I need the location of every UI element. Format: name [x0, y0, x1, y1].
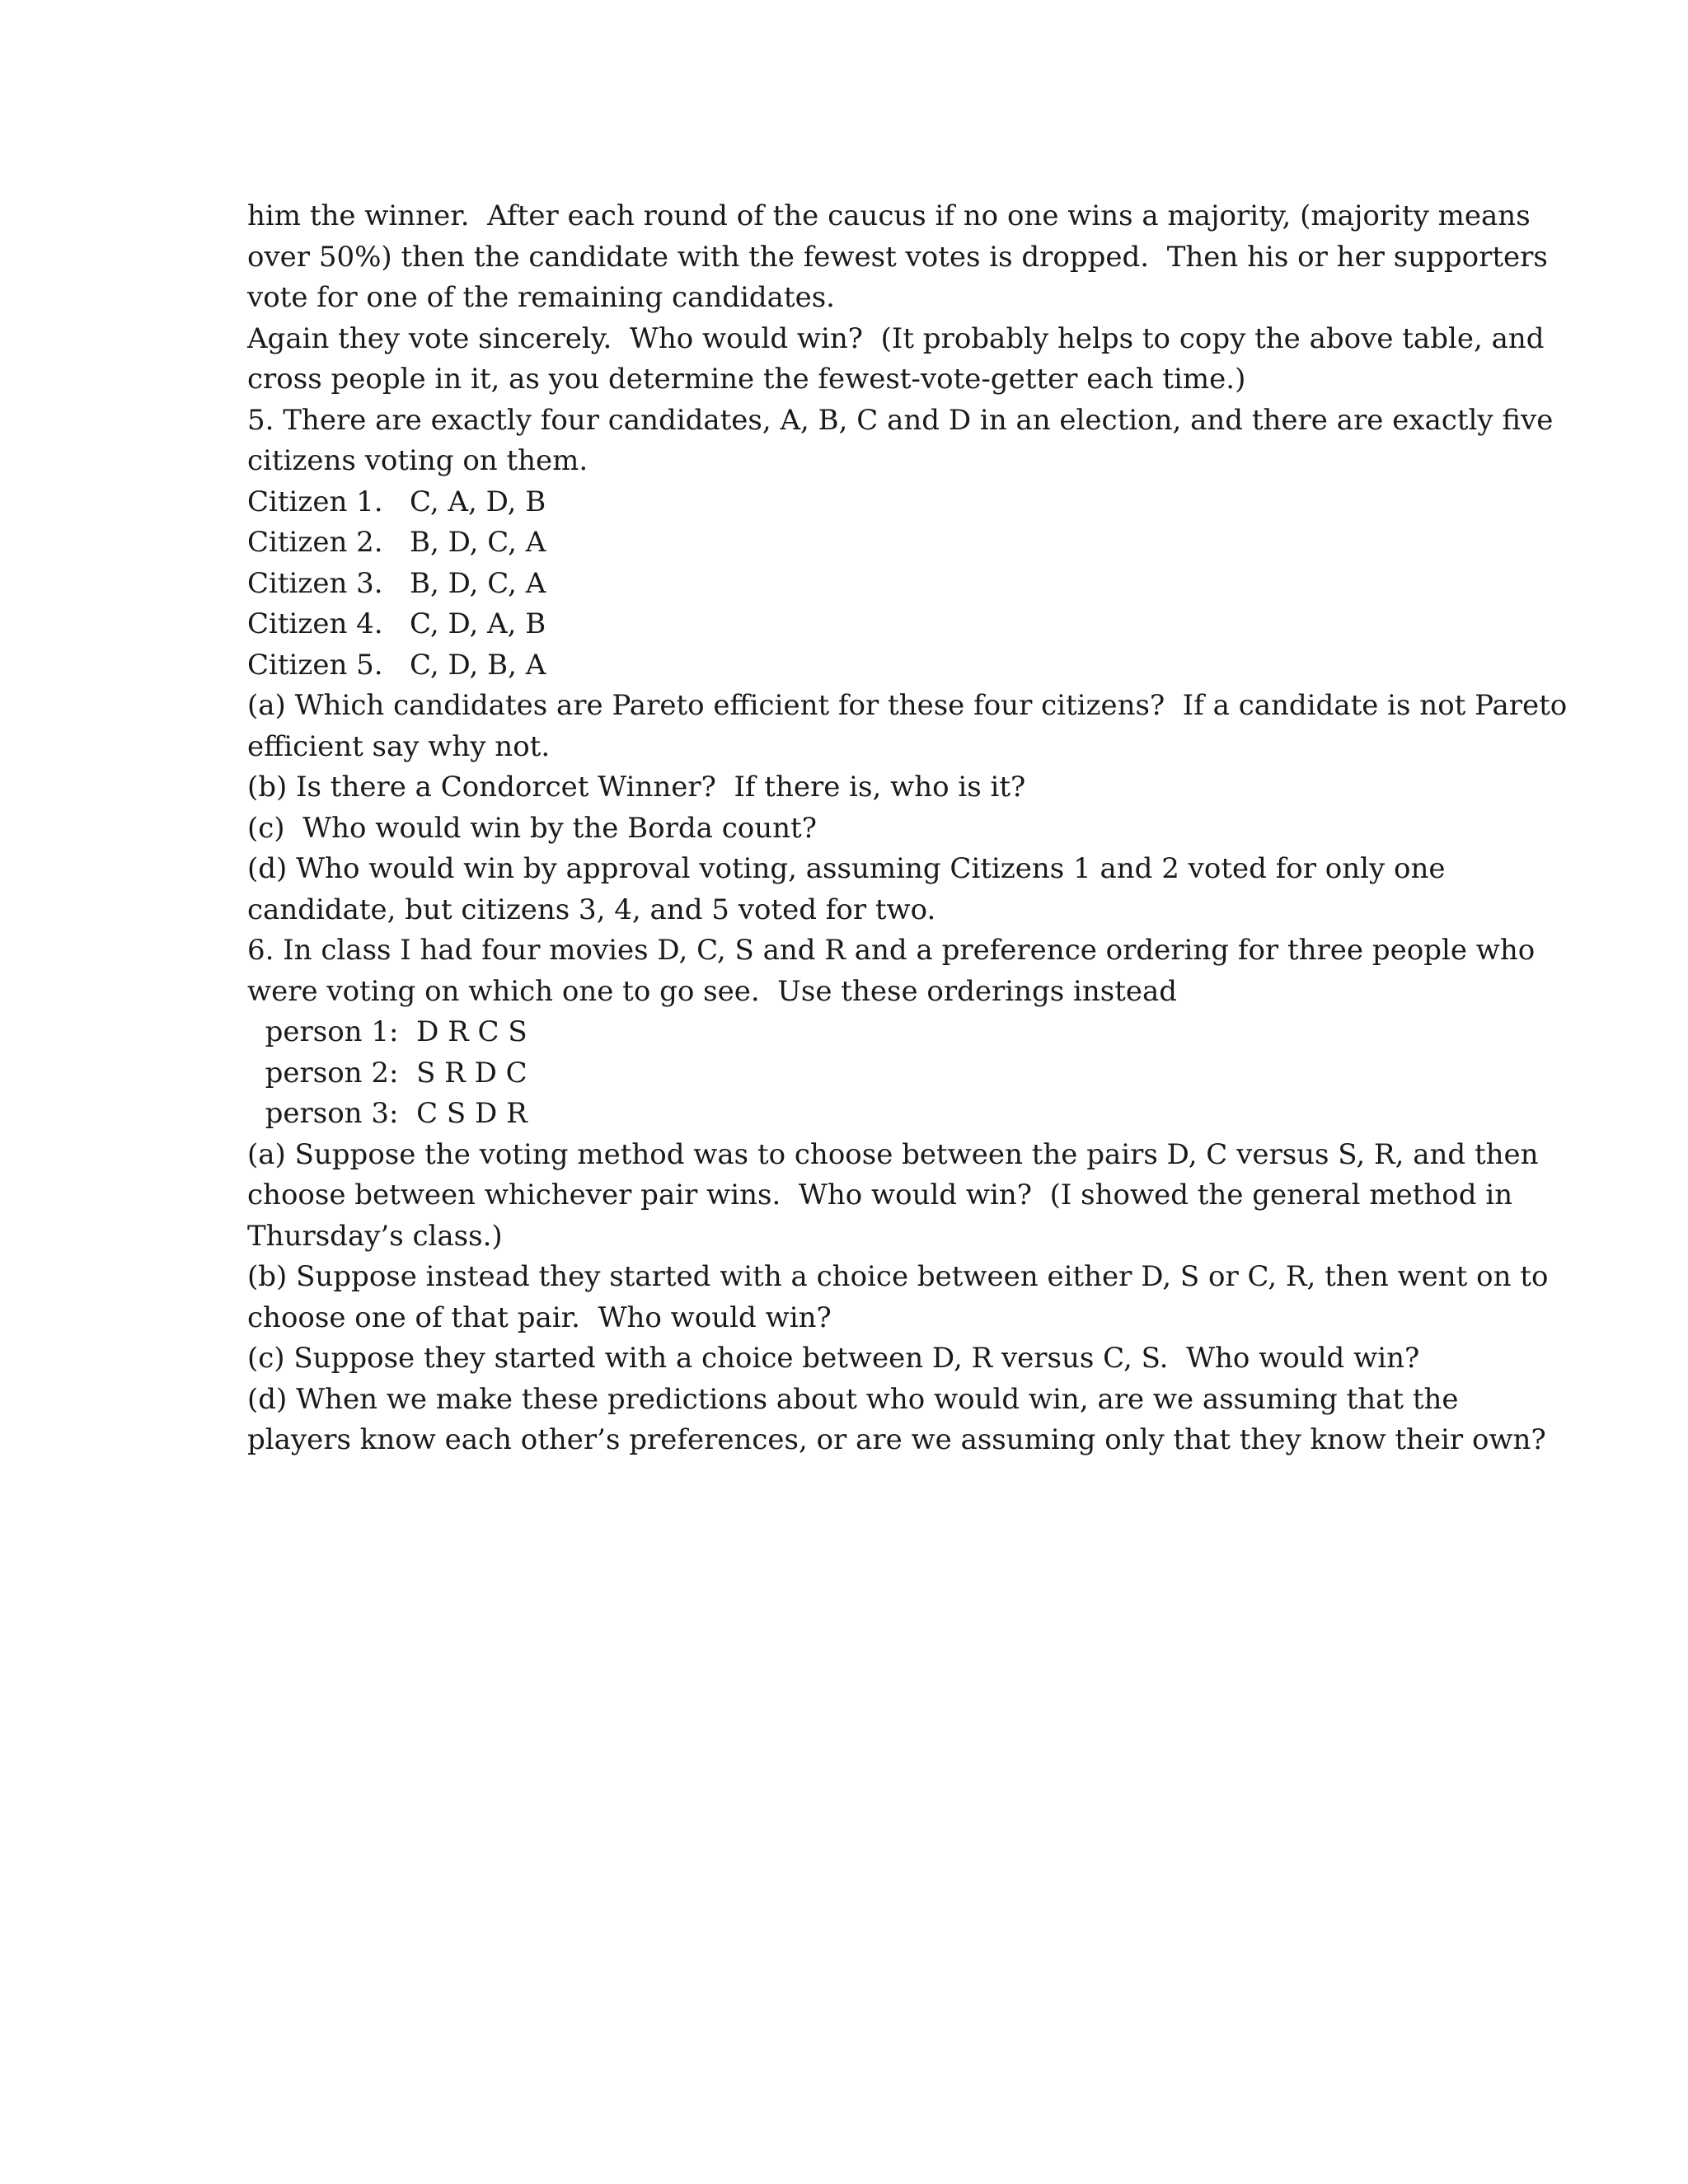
person-1-ordering: person 1: D R C S: [247, 1015, 528, 1048]
question-6a: (a) Suppose the voting method was to choose between the pairs D, C versus S, R, and then: [247, 1137, 1539, 1171]
citizen-5-ranking: Citizen 5. C, D, B, A: [247, 648, 546, 682]
text-line: cross people in it, as you determine the fewest-vote-getter each time.): [247, 363, 1246, 396]
text-line: efficient say why not.: [247, 729, 551, 763]
citizen-1-ranking: Citizen 1. C, A, D, B: [247, 485, 546, 518]
question-6c: (c) Suppose they started with a choice between D, R versus C, S. Who would win?: [247, 1342, 1420, 1375]
citizen-4-ranking: Citizen 4. C, D, A, B: [247, 607, 546, 640]
question-5b: (b) Is there a Condorcet Winner? If there is, who is it?: [247, 771, 1026, 804]
text-line: him the winner. After each round of the caucus if no one wins a majority, (majority means: [247, 199, 1531, 232]
question-5c: (c) Who would win by the Borda count?: [247, 811, 817, 845]
question-5d: (d) Who would win by approval voting, assuming Citizens 1 and 2 voted for only one: [247, 852, 1446, 885]
person-2-ordering: person 2: S R D C: [247, 1056, 528, 1090]
text-line: vote for one of the remaining candidates.: [247, 281, 835, 314]
question-5a: (a) Which candidates are Pareto efficient for these four citizens? If a candidate is not Pareto: [247, 689, 1568, 722]
question-5-intro: 5. There are exactly four candidates, A, B, C and D in an election, and there are exactly five: [247, 403, 1554, 437]
text-line: choose between whichever pair wins. Who would win? (I showed the general method in: [247, 1179, 1513, 1212]
text-line: candidate, but citizens 3, 4, and 5 voted for two.: [247, 893, 936, 926]
text-line: Thursday’s class.): [247, 1219, 503, 1253]
question-6d: (d) When we make these predictions about who would win, are we assuming that the: [247, 1382, 1459, 1416]
text-line: over 50%) then the candidate with the fewest votes is dropped. Then his or her supporters: [247, 240, 1548, 274]
document-text: [247, 196, 1568, 1461]
text-line: Again they vote sincerely. Who would win? (It probably helps to copy the above table, and: [247, 321, 1545, 355]
text-line: players know each other’s preferences, or are we assuming only that they know their own?: [247, 1423, 1546, 1456]
question-6b: (b) Suppose instead they started with a choice between either D, S or C, R, then went on to: [247, 1260, 1549, 1293]
text-line: choose one of that pair. Who would win?: [247, 1301, 832, 1334]
text-line: were voting on which one to go see. Use these orderings instead: [247, 974, 1178, 1008]
person-3-ordering: person 3: C S D R: [247, 1097, 528, 1130]
citizen-3-ranking: Citizen 3. B, D, C, A: [247, 566, 546, 600]
citizen-2-ranking: Citizen 2. B, D, C, A: [247, 526, 546, 559]
question-6-intro: 6. In class I had four movies D, C, S and R and a preference ordering for three people who: [247, 934, 1536, 967]
text-line: citizens voting on them.: [247, 444, 588, 477]
